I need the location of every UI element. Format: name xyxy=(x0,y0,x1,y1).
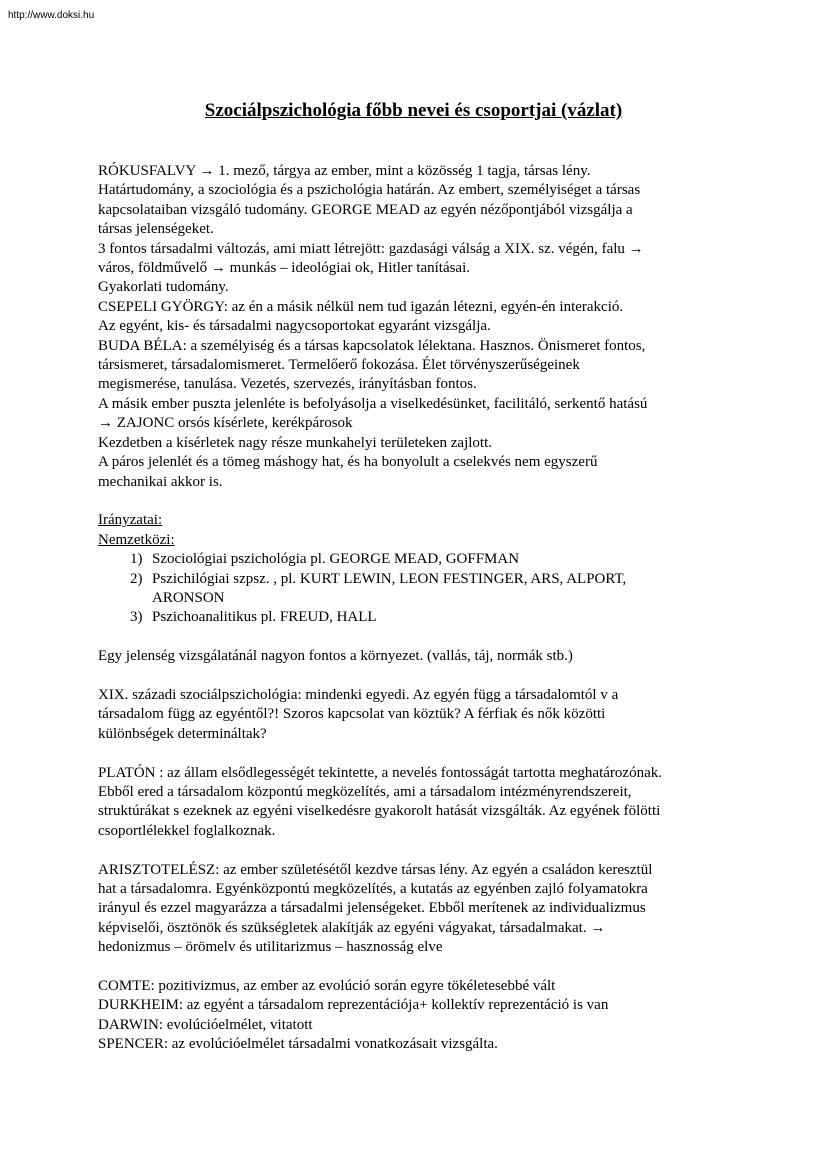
document-body xyxy=(98,162,738,1055)
arisztoteles-paragraph xyxy=(98,861,738,958)
text-line: csoportlélekkel foglalkoznak. xyxy=(98,822,276,839)
text-line: irányul és ezzel magyarázza a társadalmi jelenségeket. Ebből merítenek az individualizmus xyxy=(98,900,646,917)
text-line: Határtudomány, a szociológia és a pszichológia határán. Az embert, személyiséget a társas xyxy=(98,182,641,199)
text-line: A páros jelenlét és a tömeg máshogy hat, és ha bonyolult a cselekvés nem egyszerű xyxy=(98,454,598,471)
text-line: DARWIN: evolúcióelmélet, vitatott xyxy=(98,1016,313,1033)
platon-paragraph xyxy=(98,764,738,842)
text-line: különbségek determináltak? xyxy=(98,725,267,742)
section-heading-iranyzatai: Irányzatai: xyxy=(98,512,163,529)
list-number: 2) xyxy=(130,570,143,587)
text-line: Gyakorlati tudomány. xyxy=(98,279,229,296)
list-item xyxy=(98,570,738,609)
environment-paragraph: Egy jelenség vizsgálatánál nagyon fontos a környezet. (vallás, táj, normák stb.) xyxy=(98,648,573,665)
text-line: BUDA BÉLA: a személyiség és a társas kapcsolatok lélektana. Hasznos. Önismeret fontos, xyxy=(98,337,646,354)
list-item xyxy=(98,608,738,627)
text-line: XIX. századi szociálpszichológia: mindenki egyedi. Az egyén függ a társadalomtól v a xyxy=(98,686,619,703)
text-line: Az egyént, kis- és társadalmi nagycsoportokat egyaránt vizsgálja. xyxy=(98,318,491,335)
xix-century-paragraph xyxy=(98,686,738,744)
list-text: ARONSON xyxy=(152,589,225,606)
text-line: 3 fontos társadalmi változás, ami miatt létrejött: gazdasági válság a XIX. sz. végén, falu → xyxy=(98,240,644,257)
text-line: társas jelenségeket. xyxy=(98,221,214,238)
text-line: mechanikai akkor is. xyxy=(98,473,223,490)
thinkers-paragraph xyxy=(98,977,738,1055)
text-line: COMTE: pozitivizmus, az ember az evolúció során egyre tökéletesebbé vált xyxy=(98,977,556,994)
text-line: hedonizmus – örömelv és utilitarizmus – hasznosság elve xyxy=(98,939,443,956)
text-line: képviselői, ösztönök és szükségletek alakítják az egyéni vágyakat, társadalmakat. → xyxy=(98,919,606,936)
intro-paragraph xyxy=(98,162,738,492)
text-line: SPENCER: az evolúcióelmélet társadalmi vonatkozásait vizsgálta. xyxy=(98,1036,498,1053)
list-text: Pszichilógiai szpsz. , pl. KURT LEWIN, LEON FESTINGER, ARS, ALPORT, xyxy=(152,570,627,587)
text-line: Kezdetben a kísérletek nagy része munkahelyi területeken zajlott. xyxy=(98,434,492,451)
text-line: város, földművelő → munkás – ideológiai ok, Hitler tanításai. xyxy=(98,260,471,277)
text-line: struktúrákat s ezeknek az egyéni viselkedésre gyakorolt hatását vizsgálták. Az egyének fölötti xyxy=(98,803,661,820)
text-line: kapcsolataiban vizsgáló tudomány. GEORGE MEAD az egyén nézőpontjából vizsgálja a xyxy=(98,201,633,218)
list-number: 1) xyxy=(130,551,143,568)
text-line: A másik ember puszta jelenléte is befolyásolja a viselkedésünket, facilitáló, serkentő hatású xyxy=(98,395,648,412)
source-url: http://www.doksi.hu xyxy=(8,10,95,21)
list-number: 3) xyxy=(130,609,143,626)
text-line: megismerése, tanulása. Vezetés, szervezés, irányításban fontos. xyxy=(98,376,477,393)
text-line: ARISZTOTELÉSZ: az ember születésétől kezdve társas lény. Az egyén a családon keresztül xyxy=(98,861,653,878)
text-line: hat a társadalomra. Egyénközpontú megközelítés, a kutatás az egyénben zajló folyamatokra xyxy=(98,880,648,897)
document-title: Szociálpszichológia főbb nevei és csoportjai (vázlat) xyxy=(204,100,623,121)
text-line: PLATÓN : az állam elsődlegességét tekintette, a nevelés fontosságát tartotta meghatározónak. xyxy=(98,764,662,781)
list-text: Szociológiai pszichológia pl. GEORGE MEAD, GOFFMAN xyxy=(152,551,520,568)
list-text: Pszichoanalitikus pl. FREUD, HALL xyxy=(152,609,377,626)
text-line: Ebből ered a társadalom központú megközelítés, ami a társadalom intézményrendszereit, xyxy=(98,783,632,800)
text-line: RÓKUSFALVY → 1. mező, tárgya az ember, mint a közösség 1 tagja, társas lény. xyxy=(98,163,591,179)
list-item xyxy=(98,550,738,569)
text-line: CSEPELI GYÖRGY: az én a másik nélkül nem tud igazán létezni, egyén-én interakció. xyxy=(98,298,624,315)
text-line: társismeret, társadalomismeret. Termelőerő fokozása. Élet törvényszerűségeinek xyxy=(98,357,580,374)
numbered-list xyxy=(98,550,738,628)
text-line: → ZAJONC orsós kísérlete, kerékpárosok xyxy=(98,415,353,432)
text-line: DURKHEIM: az egyént a társadalom reprezentációja+ kollektív reprezentáció is van xyxy=(98,997,609,1014)
text-line: társadalom függ az egyéntől?! Szoros kapcsolat van köztük? A férfiak és nők közötti xyxy=(98,706,606,723)
section-heading-nemzetkozi: Nemzetközi: xyxy=(98,531,175,548)
